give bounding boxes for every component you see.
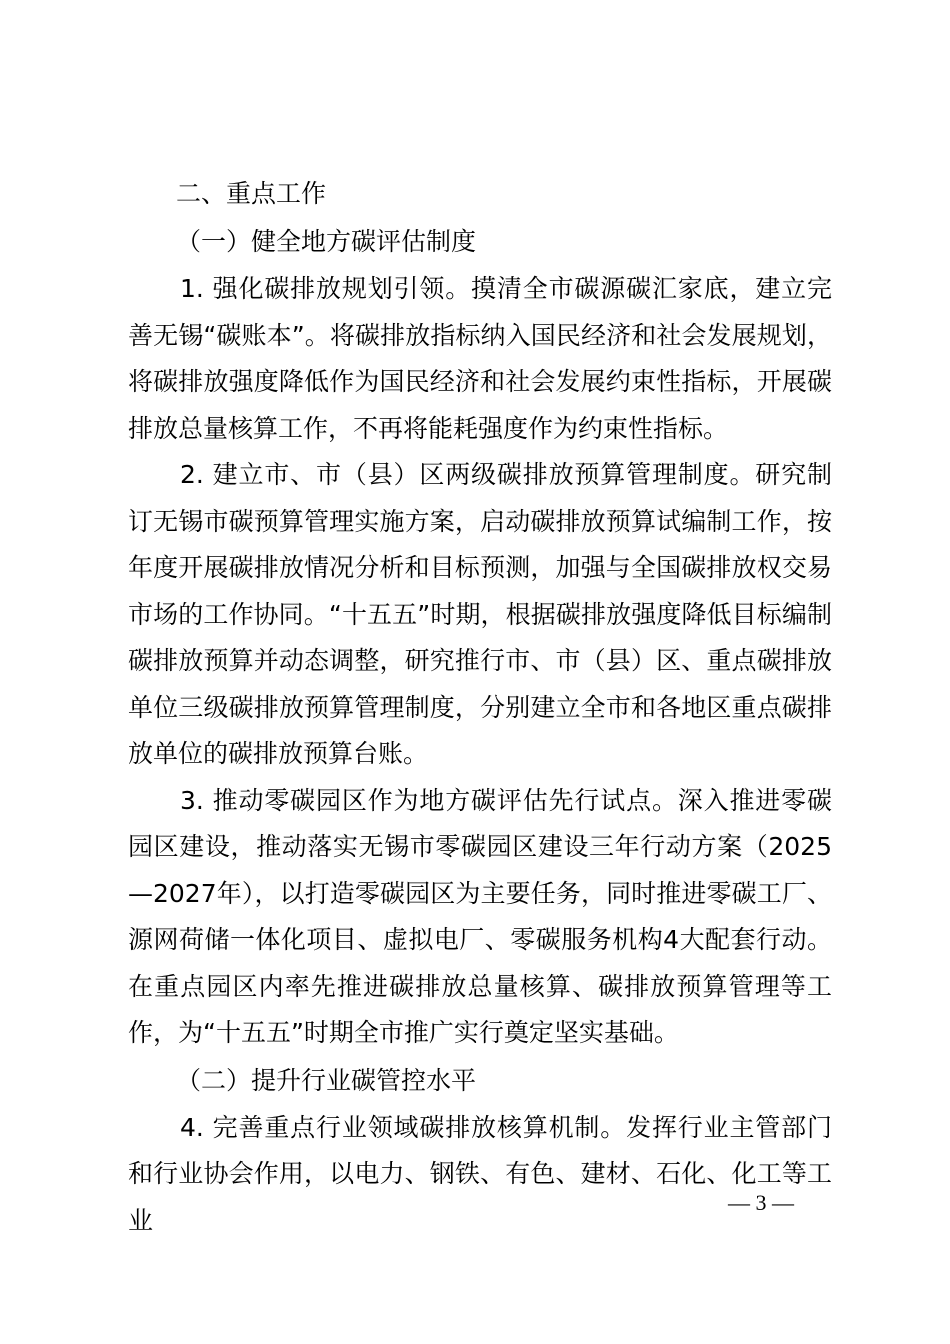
subsection-heading-1: （一）健全地方碳评估制度 [176, 227, 477, 256]
section-heading: 二、重点工作 [176, 179, 327, 208]
page-number: — 3 — [728, 1190, 794, 1215]
paragraph-2: 2. 建立市、市（县）区两级碳排放预算管理制度。研究制订无锡市碳预算管理实施方案，启动碳排放预算试编制工作，按年度开展碳排放情况分析和目标预测，加强与全国碳排放权交易市场的工作协同。“十五五”时期，根据碳排放强度降低目标编制碳排放预算并动态调整，研究推行市、市（县）区、重点碳排放单位三级碳排放预算管理制度，分别建立全市和各地区重点碳排放单位的碳排放预算台账。 [128, 460, 832, 768]
subsection-heading-2: （二）提升行业碳管控水平 [176, 1065, 477, 1095]
document-body [128, 170, 832, 1244]
paragraph-3: 3. 推动零碳园区作为地方碳评估先行试点。深入推进零碳园区建设，推动落实无锡市零碳园区建设三年行动方案（2025—2027年），以打造零碳园区为主要任务，同时推进零碳工厂、源网荷储一体化项目、虚拟电厂、零碳服务机构4大配套行动。在重点园区内率先推进碳排放总量核算、碳排放预算管理等工作，为“十五五”时期全市推广实行奠定坚实基础。 [128, 785, 832, 1047]
paragraph-4: 4. 完善重点行业领域碳排放核算机制。发挥行业主管部门和行业协会作用，以电力、钢铁、有色、建材、石化、化工等工业 [128, 1112, 832, 1235]
paragraph-1: 1. 强化碳排放规划引领。摸清全市碳源碳汇家底，建立完善无锡“碳账本”。将碳排放指标纳入国民经济和社会发展规划，将碳排放强度降低作为国民经济和社会发展约束性指标，开展碳排放总量核算工作，不再将能耗强度作为约束性指标。 [128, 274, 832, 443]
